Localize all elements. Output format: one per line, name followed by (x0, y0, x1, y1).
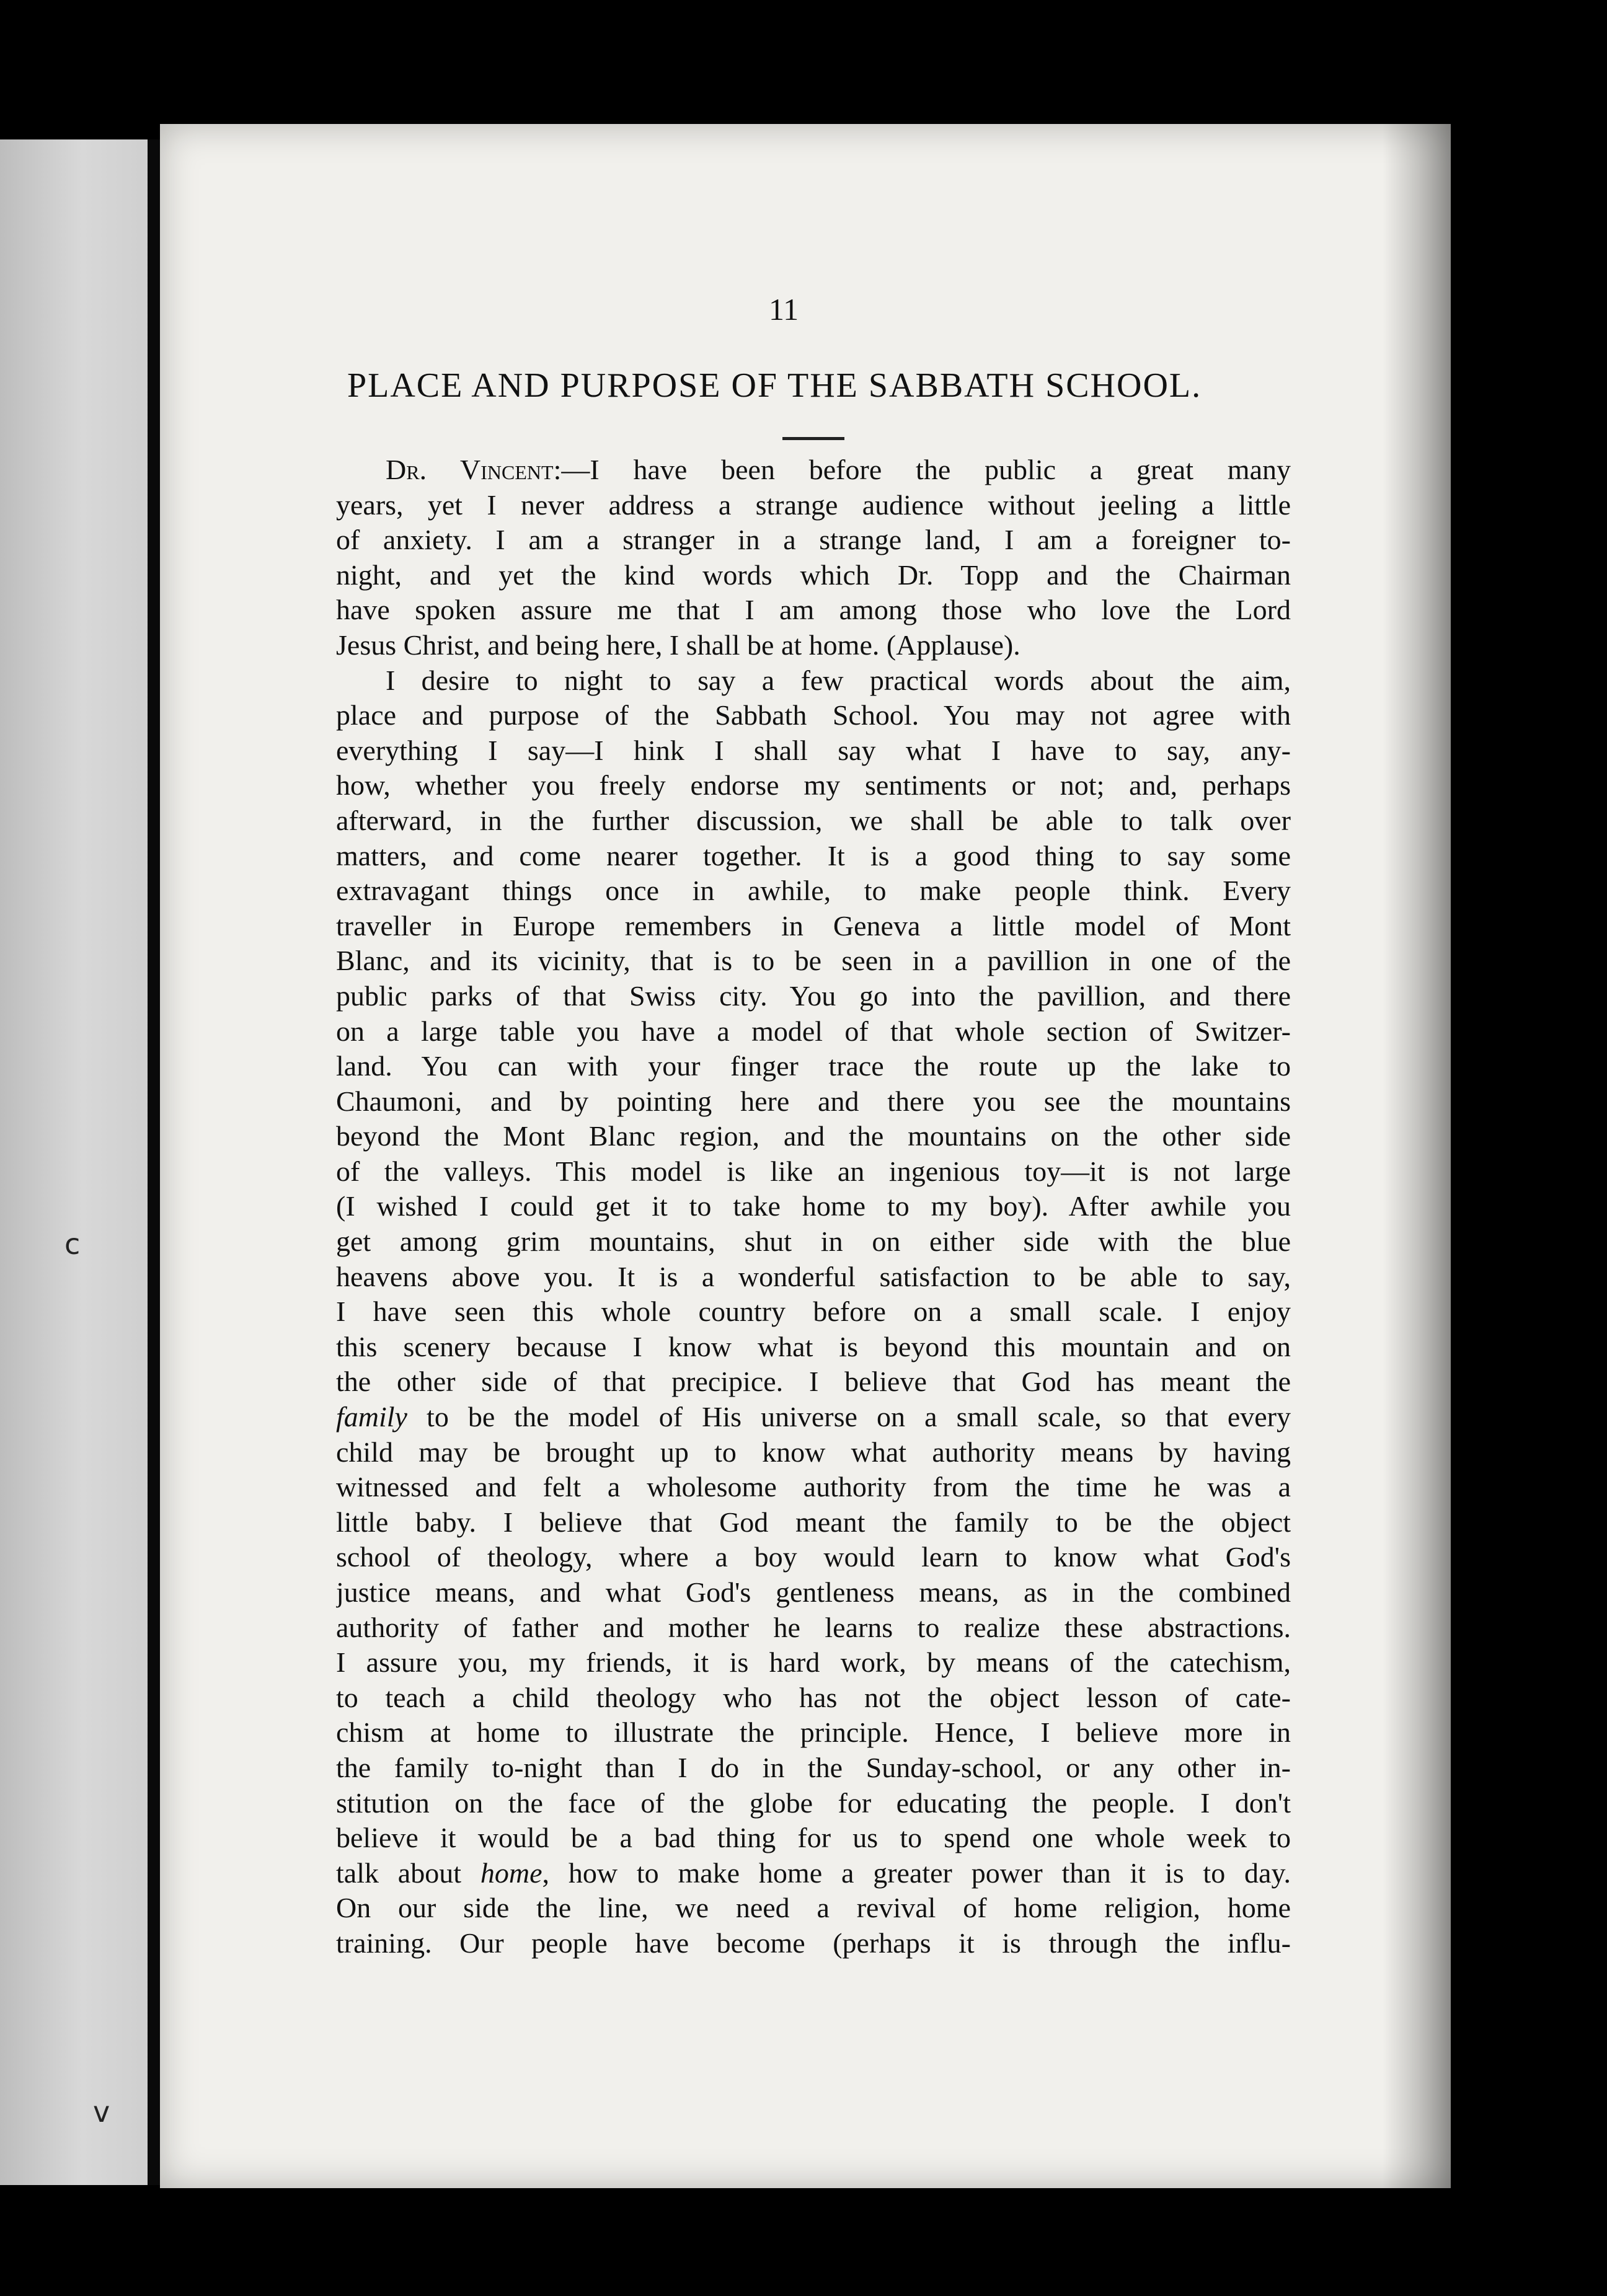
speaker-name: Dr. Vincent (386, 454, 554, 485)
page-number: 11 (769, 292, 799, 327)
text-line: heavens above you. It is a wonderful satisfaction to be able to say, (336, 1260, 1291, 1292)
text-line: family to be the model of His universe on a small scale, so that every (336, 1401, 1291, 1433)
text-line: to teach a child theology who has not the object lesson of cate- (336, 1681, 1291, 1713)
text-line: little baby. I believe that God meant the family to be the object (336, 1506, 1291, 1538)
italic-word: family (336, 1401, 407, 1433)
text-line: on a large table you have a model of that whole section of Switzer- (336, 1015, 1291, 1047)
text-line: the family to-night than I do in the Sunday-school, or any other in- (336, 1751, 1291, 1783)
text-line: talk about home, how to make home a greater power than it is to day. (336, 1857, 1291, 1889)
text-line: training. Our people have become (perhaps it is through the influ- (336, 1927, 1291, 1959)
text-line: traveller in Europe remembers in Geneva a little model of Mont (336, 909, 1291, 942)
body-text (336, 453, 1291, 1961)
text-line: justice means, and what God's gentleness means, as in the combined (336, 1576, 1291, 1608)
text-line: of the valleys. This model is like an ingenious toy—it is not large (336, 1155, 1291, 1187)
text-line: On our side the line, we need a revival of home religion, home (336, 1892, 1291, 1924)
text-line: land. You can with your finger trace the route up the lake to (336, 1050, 1291, 1082)
text-line: the other side of that precipice. I believe that God has meant the (336, 1366, 1291, 1398)
text-line: this scenery because I know what is beyond this mountain and on (336, 1330, 1291, 1362)
text-line: stitution on the face of the globe for educating the people. I don't (336, 1786, 1291, 1819)
text-line: place and purpose of the Sabbath School. You may not agree with (336, 699, 1291, 731)
text-line: school of theology, where a boy would learn to know what God's (336, 1541, 1291, 1573)
text-line: Chaumoni, and by pointing here and there you see the mountains (336, 1085, 1291, 1117)
text-line: matters, and come nearer together. It is a good thing to say some (336, 839, 1291, 872)
title-rule (782, 437, 844, 440)
margin-mark: v (93, 2095, 110, 2129)
text-line: beyond the Mont Blanc region, and the mountains on the other side (336, 1120, 1291, 1152)
text-line: child may be brought up to know what authority means by having (336, 1436, 1291, 1468)
book-gutter (148, 139, 161, 2185)
text-line: believe it would be a bad thing for us to spend one whole week to (336, 1822, 1291, 1854)
text-line: everything I say—I hink I shall say what I have to say, any- (336, 734, 1291, 766)
text-line: I have seen this whole country before on a small scale. I enjoy (336, 1296, 1291, 1328)
text-line: chism at home to illustrate the principle. Hence, I believe more in (336, 1716, 1291, 1749)
text-line: night, and yet the kind words which Dr. Topp and the Chairman (336, 559, 1291, 591)
text-line: Blanc, and its vicinity, that is to be seen in a pavillion in one of the (336, 945, 1291, 977)
page-title: PLACE AND PURPOSE OF THE SABBATH SCHOOL. (347, 366, 1202, 405)
left-facing-page (0, 139, 149, 2185)
italic-word: home (480, 1857, 542, 1889)
text-line: I desire to night to say a few practical words about the aim, (386, 664, 1291, 696)
text-line: extravagant things once in awhile, to make people think. Every (336, 875, 1291, 907)
text-line: of anxiety. I am a stranger in a strange land, I am a foreigner to- (336, 524, 1291, 556)
margin-mark: c (64, 1227, 81, 1261)
text-line: authority of father and mother he learns to realize these abstractions. (336, 1611, 1291, 1643)
text-line: get among grim mountains, shut in on either side with the blue (336, 1225, 1291, 1258)
text-line: Dr. Vincent:—I have been before the public a great many (386, 454, 1291, 485)
text-line: years, yet I never address a strange audience without jeeling a little (336, 488, 1291, 521)
text-line: I assure you, my friends, it is hard work, by means of the catechism, (336, 1646, 1291, 1679)
text-line: Jesus Christ, and being here, I shall be at home. (Applause). (336, 629, 1020, 661)
text-line: how, whether you freely endorse my sentiments or not; and, perhaps (336, 769, 1291, 801)
text-line: (I wished I could get it to take home to my boy). After awhile you (336, 1190, 1291, 1222)
text-line: witnessed and felt a wholesome authority from the time he was a (336, 1471, 1291, 1503)
text-line: public parks of that Swiss city. You go into the pavillion, and there (336, 979, 1291, 1012)
page-edge-shadow (1383, 124, 1451, 2188)
text-line: have spoken assure me that I am among those who love the Lord (336, 594, 1291, 626)
text-line: afterward, in the further discussion, we shall be able to talk over (336, 804, 1291, 836)
